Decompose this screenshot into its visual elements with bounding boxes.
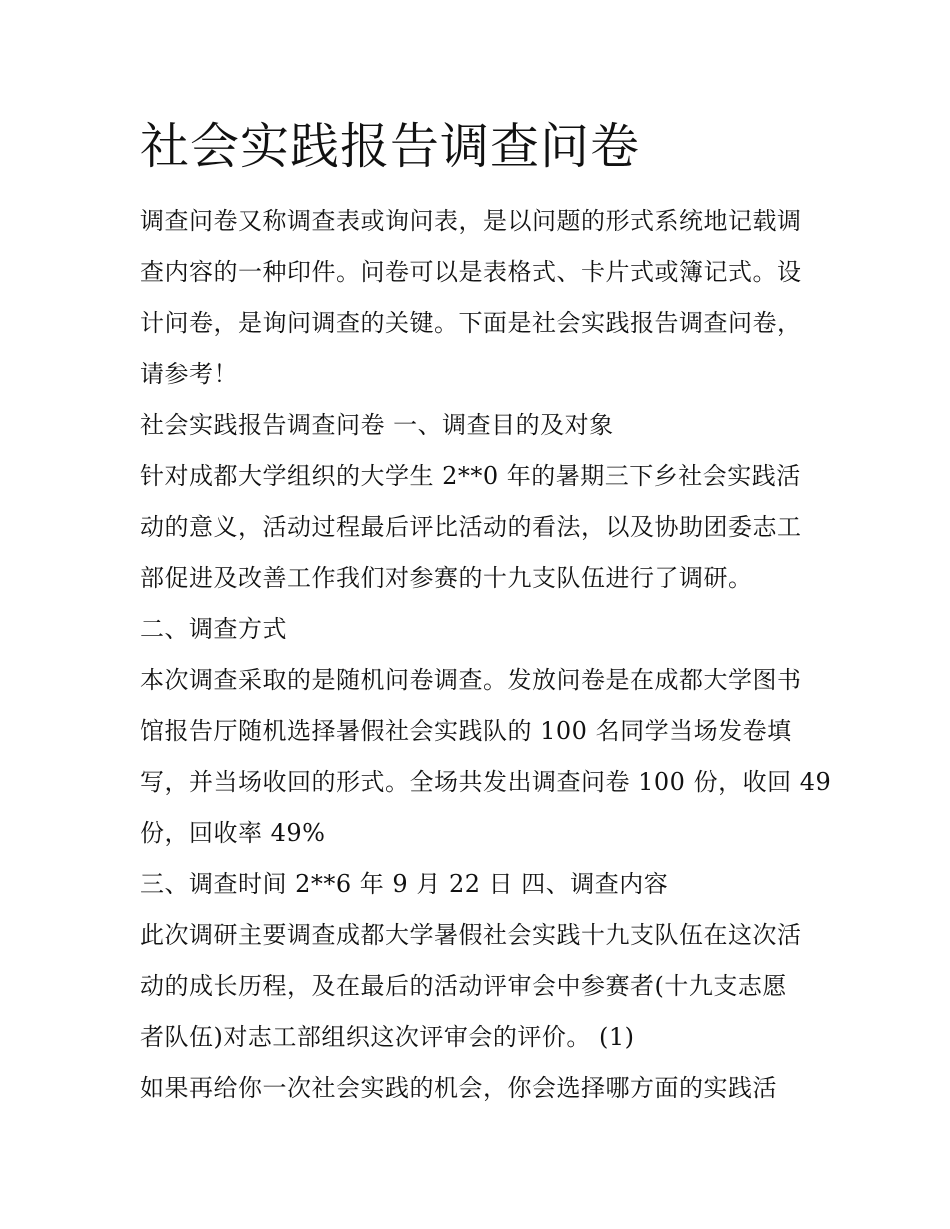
- body-line-12: 写，并当场收回的形式。全场共发出调查问卷 100 份，收回 49: [140, 768, 832, 796]
- body-line-16: 动的成长历程，及在最后的活动评审会中参赛者(十九支志愿: [140, 972, 787, 1000]
- document-title: 社会实践报告调查问卷: [140, 118, 641, 175]
- body-line-17: 者队伍)对志工部组织这次评审会的评价。 (1): [140, 1023, 635, 1051]
- body-line-13: 份，回收率 49%: [140, 819, 326, 847]
- section-heading-3: 三、调查时间 2**6 年 9 月 22 日 四、调查内容: [140, 870, 669, 898]
- section-heading-1: 社会实践报告调查问卷 一、调查目的及对象: [140, 411, 614, 439]
- section-heading-2: 二、调查方式: [140, 615, 287, 643]
- body-line-15: 此次调研主要调查成都大学暑假社会实践十九支队伍在这次活: [140, 921, 802, 949]
- body-line-7: 动的意义，活动过程最后评比活动的看法，以及协助团委志工: [140, 513, 802, 541]
- body-line-3: 计问卷，是询问调查的关键。下面是社会实践报告调查问卷，: [140, 309, 802, 337]
- body-line-6: 针对成都大学组织的大学生 2**0 年的暑期三下乡社会实践活: [140, 462, 801, 490]
- body-line-8: 部促进及改善工作我们对参赛的十九支队伍进行了调研。: [140, 564, 753, 592]
- body-line-18: 如果再给你一次社会实践的机会，你会选择哪方面的实践活: [140, 1074, 777, 1102]
- body-line-4: 请参考！: [140, 360, 238, 388]
- body-line-11: 馆报告厅随机选择暑假社会实践队的 100 名同学当场发卷填: [140, 717, 792, 745]
- body-line-2: 查内容的一种印件。问卷可以是表格式、卡片式或簿记式。设: [140, 258, 802, 286]
- body-line-1: 调查问卷又称调查表或询问表，是以问题的形式系统地记载调: [140, 207, 802, 235]
- body-line-10: 本次调查采取的是随机问卷调查。发放问卷是在成都大学图书: [140, 666, 802, 694]
